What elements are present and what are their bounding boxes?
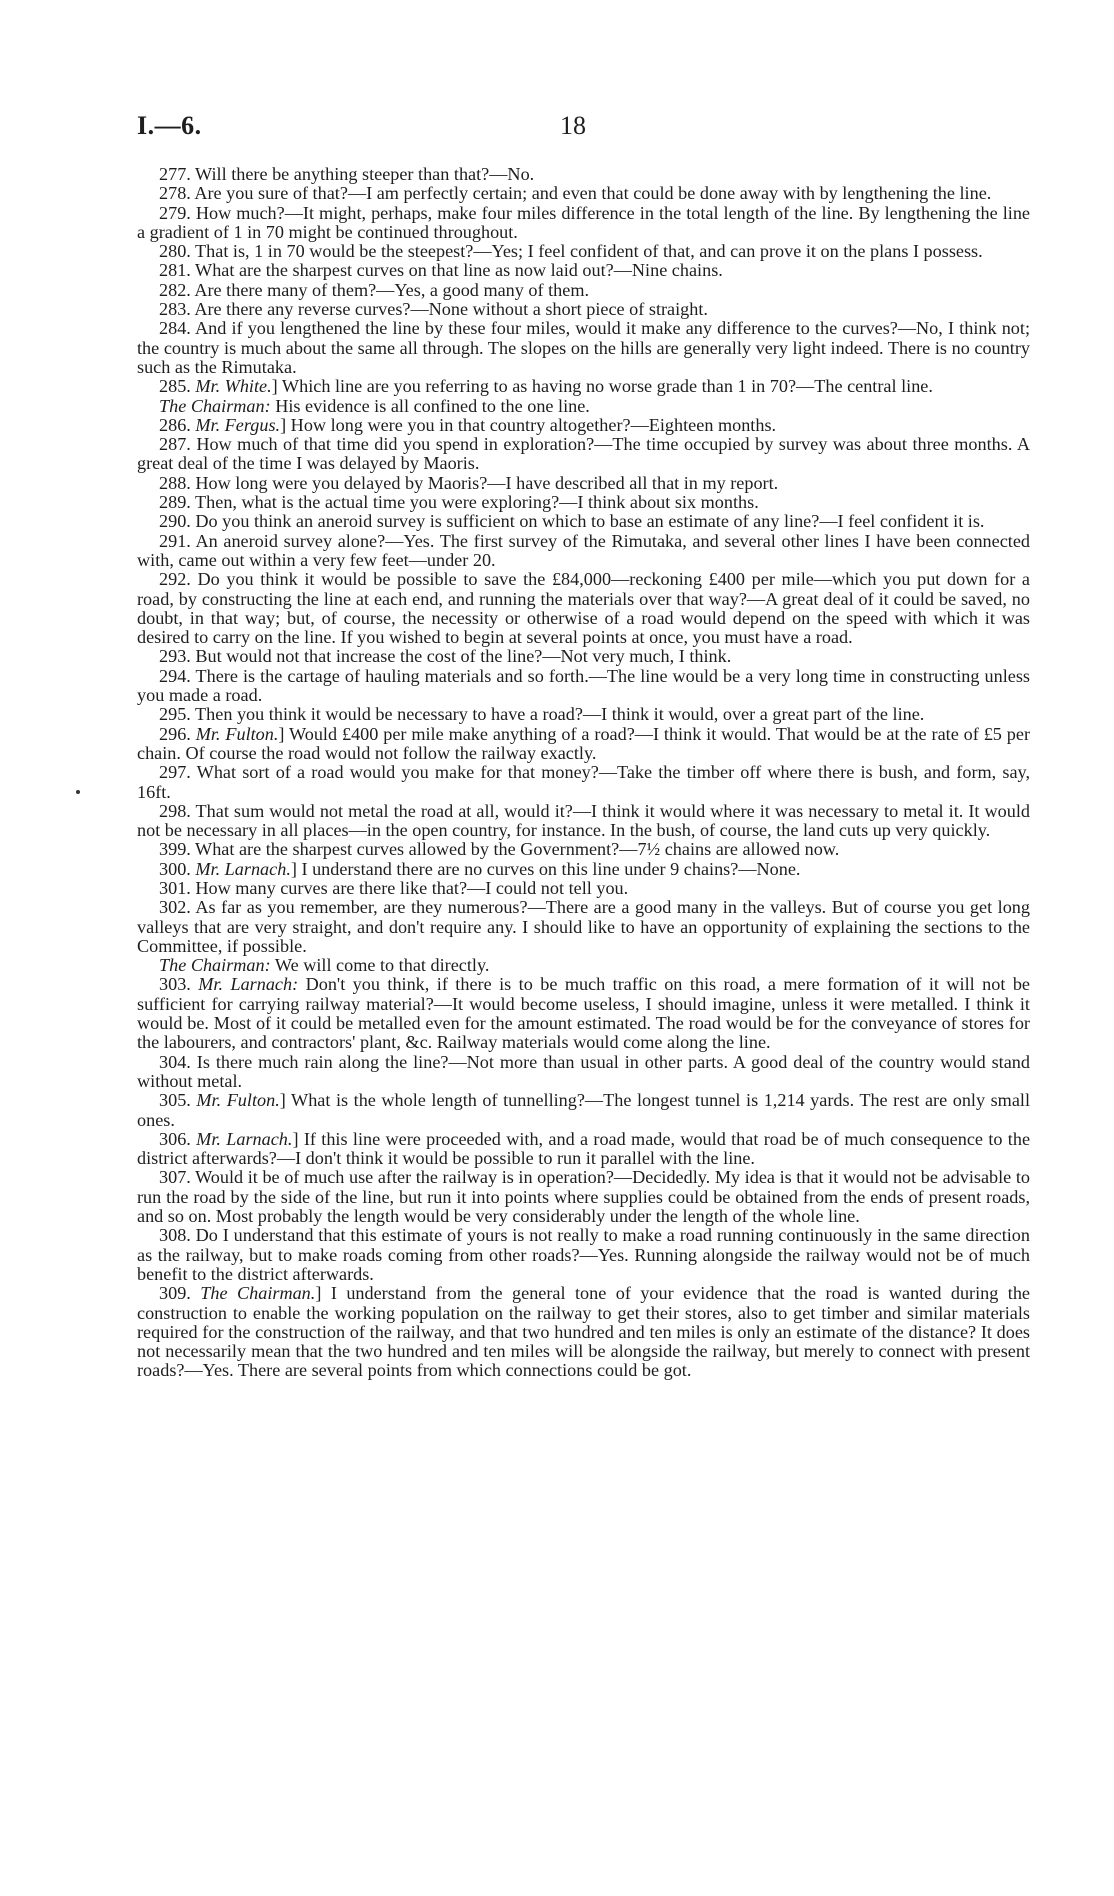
paragraph: 295. Then you think it would be necessary to have a road?—I think it would, over a great part of the line. [159, 704, 925, 725]
page-number: 18 [560, 111, 586, 140]
paragraph: 292. Do you think it would be possible to save the £84,000—reckoning £400 per mile—which you put down for a road, by constructing the line at each end, and running the materials over that way?—A great deal of it could be saved, no doubt, in that way; but, of course, the necessity or otherwise of a road would depend on the speed with which it was desired to carry on the line. If you wished to begin at several points at once, you must have a road. [137, 569, 1030, 648]
paragraph: 307. Would it be of much use after the railway is in operation?—Decidedly. My idea is that it would not be advisable to run the road by the side of the line, but run it into points where supplies could be obtained from the ends of present roads, and so on. Most probably the length would be very considerably under the length of the whole line. [137, 1167, 1030, 1227]
paragraph: 304. Is there much rain along the line?—Not more than usual in other parts. A good deal of the country would stand without metal. [137, 1051, 1030, 1091]
paragraph: 277. Will there be anything steeper than that?—No. [159, 164, 535, 184]
body-text [137, 165, 1030, 1381]
paragraph: 301. How many curves are there like that?—I could not tell you. [159, 877, 629, 898]
paragraph: 300. Mr. Larnach.] I understand there are no curves on this line under 9 chains?—None. [159, 858, 801, 879]
margin-speck [76, 790, 80, 794]
paragraph: 294. There is the cartage of hauling materials and so forth.—The line would be a very long time in constructing unless you made a road. [137, 665, 1030, 706]
paragraph: 303. Mr. Larnach: Don't you think, if there is to be much traffic on this road, a mere formation of it will not be sufficient for carrying railway material?—It would become useless, I should imagine, unless it were metalled. I think it would be. Most of it could be metalled even for the amount estimated. The road would be for the conveyance of stores for the labourers, and contractors' plant, &c. Railway materials would come along the line. [137, 974, 1030, 1053]
paragraph: 309. The Chairman.] I understand from the general tone of your evidence that the road is wanted during the construction to enable the working population on the railway to get their stores, also to get timber and similar materials required for the construction of the railway, and that two hundred and ten miles is only an estimate of the distance? It does not necessarily mean that the two hundred and ten miles will be alongside the railway, but merely to connect with present roads?—Yes. There are several points from which connections could be got. [137, 1283, 1031, 1381]
paragraph: 302. As far as you remember, are they numerous?—There are a good many in the valleys. But of course you get long valleys that are very straight, and don't require any. I should like to have an opportunity of explaining the sections to the Committee, if possible. [137, 897, 1030, 956]
document-reference: I.—6. [137, 111, 202, 140]
paragraph: 298. That sum would not metal the road at all, would it?—I think it would where it was necessary to metal it. It would not be necessary in all places—in the open country, for instance. In the bush, of course, the land cuts up very quickly. [137, 800, 1030, 841]
paragraph: 297. What sort of a road would you make for that money?—Take the timber off where there is bush, and form, say, 16ft. [137, 762, 1030, 802]
paragraph: 284. And if you lengthened the line by these four miles, would it make any difference to the curves?—No, I think not; the country is much about the same all through. The slopes on the hills are generally very light indeed. There is no country such as the Rimutaka. [137, 318, 1030, 377]
paragraph: 399. What are the sharpest curves allowed by the Government?—7½ chains are allowed now. [159, 839, 840, 860]
paragraph: 305. Mr. Fulton.] What is the whole length of tunnelling?—The longest tunnel is 1,214 yards. The rest are only small ones. [137, 1090, 1031, 1130]
paragraph: 289. Then, what is the actual time you were exploring?—I think about six months. [159, 492, 759, 513]
paragraph: 308. Do I understand that this estimate of yours is not really to make a road running continuously in the same direction as the railway, but to make roads coming from other roads?—Yes. Running alongside the railway would not be of much benefit to the district afterwards. [137, 1225, 1030, 1284]
paragraph: 278. Are you sure of that?—I am perfectly certain; and even that could be done away with by lengthening the line. [159, 183, 992, 204]
paragraph: 280. That is, 1 in 70 would be the steepest?—Yes; I feel confident of that, and can prove it on the plans I possess. [159, 241, 983, 262]
paragraph: 282. Are there many of them?—Yes, a good many of them. [159, 279, 590, 300]
paragraph: 283. Are there any reverse curves?—None without a short piece of straight. [159, 299, 708, 320]
paragraph: The Chairman: We will come to that directly. [159, 955, 490, 976]
paragraph: The Chairman: His evidence is all confined to the one line. [159, 395, 590, 416]
paragraph: 281. What are the sharpest curves on that line as now laid out?—Nine chains. [159, 260, 723, 281]
paragraph: 290. Do you think an aneroid survey is sufficient on which to base an estimate of any line?—I feel confident it is. [159, 511, 985, 532]
paragraph: 285. Mr. White.] Which line are you referring to as having no worse grade than 1 in 70?—The central line. [159, 376, 933, 397]
paragraph: 293. But would not that increase the cost of the line?—Not very much, I think. [159, 646, 732, 667]
paragraph: 291. An aneroid survey alone?—Yes. The first survey of the Rimutaka, and several other lines I have been connected with, came out within a very few feet—under 20. [137, 530, 1030, 570]
paragraph: 287. How much of that time did you spend in exploration?—The time occupied by survey was about three months. A great deal of the time I was delayed by Maoris. [137, 434, 1030, 474]
paragraph: 306. Mr. Larnach.] If this line were proceeded with, and a road made, would that road be of much consequence to the district afterwards?—I don't think it would be possible to run it parallel with the line. [137, 1128, 1031, 1169]
paragraph: 296. Mr. Fulton.] Would £400 per mile make anything of a road?—I think it would. That would be at the rate of £5 per chain. Of course the road would not follow the railway exactly. [137, 723, 1030, 763]
paragraph: 286. Mr. Fergus.] How long were you in that country altogether?—Eighteen months. [159, 414, 777, 435]
paragraph: 279. How much?—It might, perhaps, make four miles difference in the total length of the line. By lengthening the line a gradient of 1 in 70 might be continued throughout. [137, 202, 1030, 242]
paragraph: 288. How long were you delayed by Maoris?—I have described all that in my report. [159, 472, 779, 493]
